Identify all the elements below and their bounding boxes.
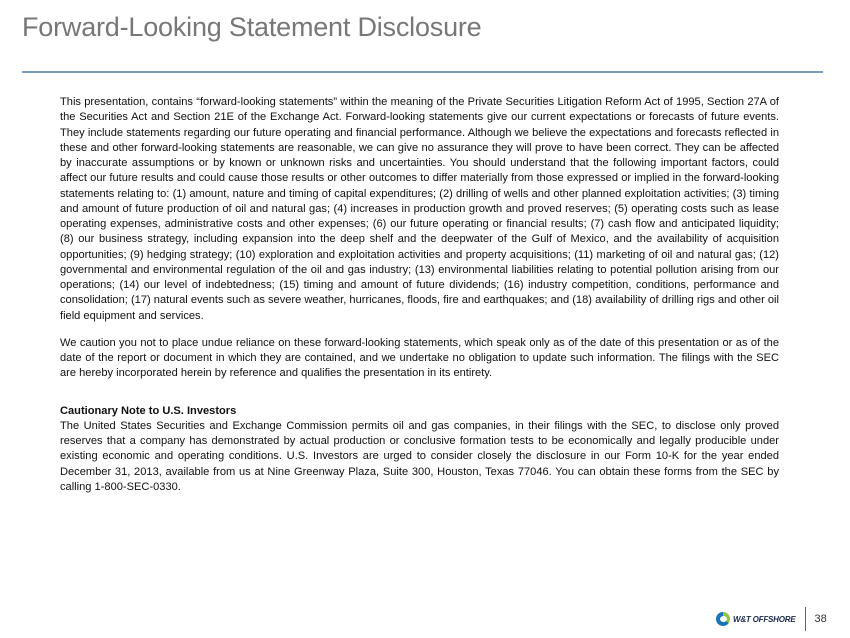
disclosure-body <box>60 95 779 507</box>
cautionary-paragraph: The United States Securities and Exchange Commission permits oil and gas companies, in their filings with the SEC, to disclose only proved reserves that a company has demonstrated by actual production or conclusive formation tests to be economically and legally producible under existing economic and operating conditions. U.S. Investors are urged to consider closely the disclosure in our Form 10-K for the year ended December 31, 2013, available from us at Nine Greenway Plaza, Suite 300, Houston, Texas 77046. You can obtain these forms from the SEC by calling 1-800-SEC-0330. <box>60 419 779 493</box>
company-logo <box>716 612 795 626</box>
page-number: 38 <box>814 613 827 625</box>
caution-paragraph: We caution you not to place undue reliance on these forward-looking statements, which speak only as of the date of this presentation or as of the date of the report or document in which they are contained, and we undertake no obligation to update such information. The filings with the SEC are hereby incorporated herein by reference and qualifies the presentation in its entirety. <box>60 336 779 380</box>
footer-separator <box>805 607 806 631</box>
title-divider <box>22 71 823 73</box>
cautionary-heading: Cautionary Note to U.S. Investors <box>60 404 237 417</box>
wave-logo-icon <box>716 612 730 626</box>
forward-looking-paragraph: This presentation, contains “forward-looking statements” within the meaning of the Private Securities Litigation Reform Act of 1995, Section 27A of the Securities Act and Section 21E of the Exchange Act. Forward-looking statements give our current expectations or forecasts of future events. They include statements regarding our future operating and financial performance. Although we believe the expectations and forecasts reflected in these and other forward-looking statements are reasonable, we can give no assurance they will prove to have been correct. They can be affected by inaccurate assumptions or by known or unknown risks and uncertainties. You should understand that the following important factors, could affect our future results and could cause those results or other outcomes to differ materially from those expressed or implied in the forward-looking statements relating to: (1) amount, nature and timing of capital expenditures; (2) drilling of wells and other planned exploitation activities; (3) timing and amount of future production of oil and natural gas; (4) increases in production growth and proved reserves; (5) operating costs such as lease operating expenses, administrative costs and other expenses; (6) our future operating or financial results; (7) cash flow and anticipated liquidity; (8) our business strategy, including expansion into the deep shelf and the deepwater of the Gulf of Mexico, and the availability of acquisition opportunities; (9) hedging strategy; (10) exploration and exploitation activities and property acquisitions; (11) marketing of oil and natural gas; (12) governmental and environmental regulation of the oil and gas industry; (13) environmental liabilities relating to potential pollution arising from our operations; (14) our level of indebtedness; (15) timing and amount of future dividends; (16) industry competition, conditions, performance and consolidation; (17) natural events such as severe weather, hurricanes, floods, fire and earthquakes; and (18) availability of drilling rigs and other oil field equipment and services. <box>60 96 779 322</box>
logo-text: W&T OFFSHORE <box>733 614 796 624</box>
slide-title: Forward-Looking Statement Disclosure <box>22 12 482 42</box>
slide-footer <box>716 606 827 632</box>
